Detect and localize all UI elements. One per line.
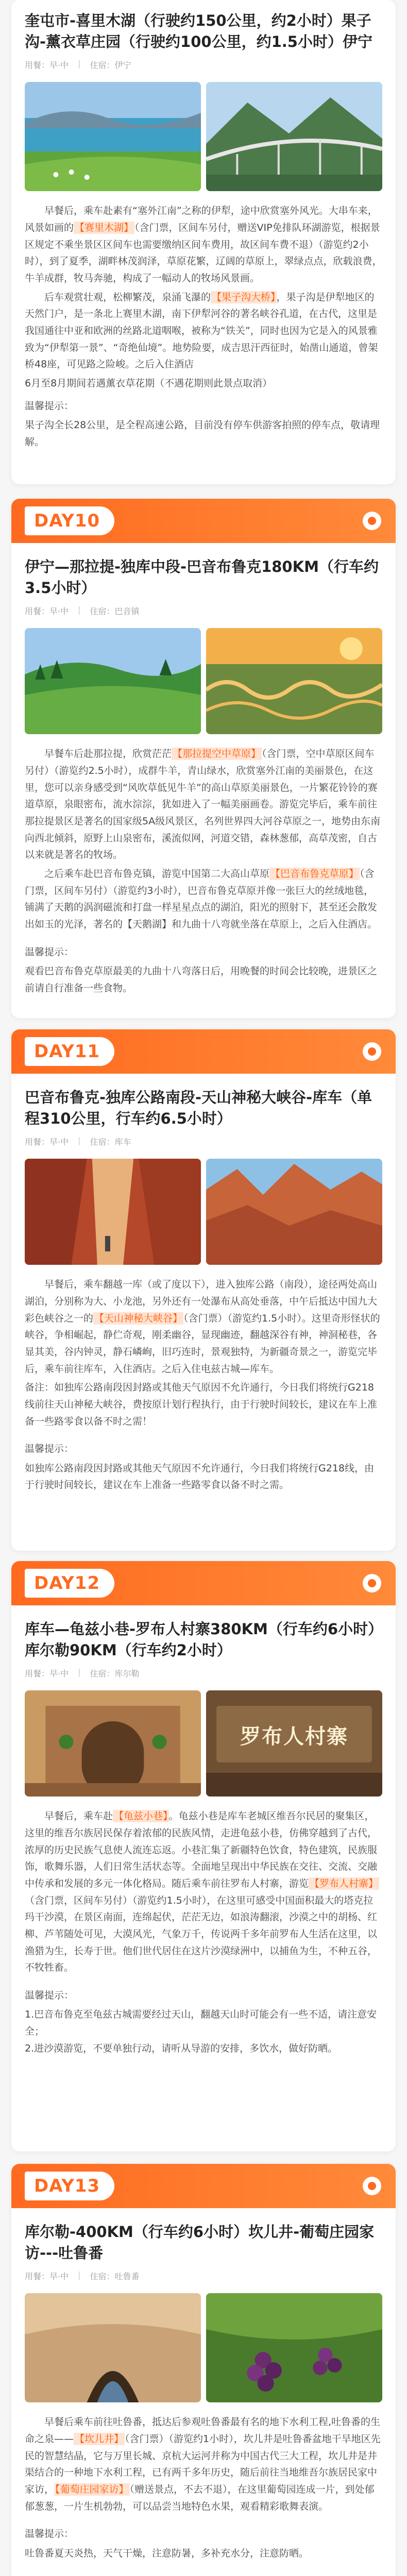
day11-header <box>11 1029 396 1074</box>
day10-photos <box>11 617 396 734</box>
day12-meta: 用餐：早·中 | 住宿：库尔勒 <box>25 1667 140 1679</box>
attraction-highlight: 【赛里木湖】 <box>75 222 134 234</box>
lake-photo <box>25 82 201 191</box>
day11-photos <box>11 1147 396 1265</box>
attraction-highlight: 【坎儿井】 <box>75 2433 124 2445</box>
village-sign-text: 罗布人村寨 <box>240 1724 348 1749</box>
day13-header <box>11 2164 396 2208</box>
attraction-highlight: 【天山神秘大峡谷】 <box>94 1312 183 1324</box>
hotel-label: 住宿：伊宁 <box>90 60 131 71</box>
day9-tips: 果子沟全长28公里，是全程高速公路，目前没有停车供游客拍照的停车点，敬请理解。 <box>25 419 380 448</box>
day9-paragraph-1: 早餐后，乘车赴素有“塞外江南”之称的伊犁，途中欣赏塞外风光。大串车来，风景如画的 【赛里木湖】 （含门票，区间车另付，赠送VIP免排队环湖游览，根据景区规定不乘坐景区区间车也需要缴纳区间车费用，故区间车费不退）（游览约2小时），到了夏季，湖畔林茂润泽，草原花繁，辽阔的草原上，翠绿点点，欣载浪费，牛羊成群，牧马奔驰，构成了一幅动人的牧场风景画。 <box>25 205 382 284</box>
day10-paragraph-2: 之后乘车赴巴音布鲁克镇，游览中国第二大高山草原 【巴音布鲁克草原】 （含门票，区间车另付）（游览约3小时），巴音布鲁克草原并像一张巨大的丝绒地毯，铺满了天鹅的涡润磁流和打盘一样星星点点的湖泊，阳光的照射下，甚至还会散发出如玉的光泽，著名的【天鹅湖】和九曲十八弯就坐落在草原上，之后入住酒店。 <box>25 868 378 930</box>
village-sign-photo <box>206 1690 382 1797</box>
day13-tips: 吐鲁番夏天炎热，天气干燥，注意防暑，多补充水分，注意防晒。 <box>25 2547 309 2559</box>
day9-meta: 用餐：早·中 | 住宿：伊宁 <box>25 59 131 71</box>
day10-tips-title: 温馨提示： <box>25 946 74 958</box>
karez-photo <box>25 2293 201 2402</box>
hotel-label: 住宿：库尔勒 <box>90 1669 140 1679</box>
day10-card <box>11 499 396 1018</box>
day11-tips: 如独库公路南段因封路或其他天气原因不允许通行，今日我们将统行G218线，由于行驶时间较长，建议在车上准备一些路零食以备不时之需。 <box>25 1462 374 1491</box>
day10-tips: 观看巴音布鲁克草原最美的九曲十八弯落日后，用晚餐的时间会比较晚，进景区之前请自行准备一些食物。 <box>25 965 378 994</box>
attraction-highlight: 【罗布人村寨】 <box>310 1878 379 1890</box>
day13-card <box>11 2164 396 2576</box>
meals-label: 用餐：早·中 <box>25 1669 69 1679</box>
day11-note: 备注：如独库公路南段因封路或其他天气原因不允许通行，今日我们将统行G218线前往天山神秘大峡谷，费按原计划行程执行，由于行驶时间较长，建议在车上准备一些路零食以备不时之需！ <box>25 1382 378 1427</box>
attraction-highlight: 【龟兹小巷】 <box>114 1810 168 1822</box>
day12-tips: 1.巴音布鲁克至龟兹古城需要经过天山，翻越天山时可能会有一些不适，请注意安全； 2.进沙漠游览，不要单独行动，请听从导游的安排，多饮水，做好防晒。 <box>25 2009 377 2054</box>
dot-icon <box>363 512 381 530</box>
day12-route: 库车—龟兹小巷-罗布人村寨380KM（行车约6小时）库尔勒90KM（行车约2小时） <box>25 1620 376 1659</box>
hotel-label: 住宿：巴音镇 <box>90 606 140 617</box>
meals-label: 用餐：早·中 <box>25 60 69 71</box>
day13-tips-title: 温馨提示： <box>25 2528 74 2540</box>
day9-photos <box>11 71 396 191</box>
bridge-photo <box>206 82 382 191</box>
day11-meta: 用餐：早·中 | 住宿：库车 <box>25 1136 131 1147</box>
day11-route: 巴音布鲁克-独库公路南段-天山神秘大峡谷-库车（单程310公里，行车约6.5小时） <box>25 1089 372 1128</box>
day12-header <box>11 1561 396 1605</box>
day-label: DAY11 <box>25 1037 114 1066</box>
day9-note: 6月至8月期间若遇薰衣草花期（不遇花期则此景点取消） <box>25 378 273 389</box>
day9-card <box>11 0 396 484</box>
day12-card <box>11 1561 396 2151</box>
day12-tips-title: 温馨提示： <box>25 1990 74 2002</box>
day11-paragraph-1: 早餐后，乘车翻越一库（或了度以下），进入独库公路（南段），途径两处高山湖泊，分别称为大、小龙池，另外还有一处瀑布从高处垂落，中午后抵达中国九大彩色峡谷之一的 【天山神秘大峡谷】 （含门票）（游览约1.5小时）。这里奇形怪状的峡谷，争相崛起，静伫奇观，刚柔幽谷，显现幽迹，翻越深谷有神，神洞秘巷，各显其美，谷内钟灵，静石嶙峋，旧巧连时，景观独特，为新疆奇景之一，游览完毕后，乘车前往库车，入住酒店。之后入住电兹古城—库车。 <box>25 1279 380 1375</box>
day10-route: 伊宁—那拉提-独库中段-巴音布鲁克180KM（行车约3.5小时） <box>25 558 379 597</box>
day9-route: 奎屯市-喜里木湖（行驶约150公里，约2小时）果子沟-薰衣草庄园（行驶约100公里，约1.5小时）伊宁 <box>25 12 372 51</box>
dot-icon <box>363 1042 381 1061</box>
day13-route: 库尔勒-400KM（行车约6小时）坎儿井-葡萄庄园家访---吐鲁番 <box>25 2223 375 2262</box>
hotel-label: 住宿：吐鲁番 <box>90 2272 140 2282</box>
meals-label: 用餐：早·中 <box>25 606 69 617</box>
attraction-highlight: 【果子沟大桥】 <box>212 291 276 303</box>
day10-header <box>11 499 396 543</box>
hotel-label: 住宿：库车 <box>90 1137 131 1147</box>
meals-label: 用餐：早·中 <box>25 2272 69 2282</box>
attraction-highlight: 【巴音布鲁克草原】 <box>270 868 359 880</box>
canyon-photo-1 <box>25 1159 201 1265</box>
day10-paragraph-1: 早餐车后赴那拉提，欣赏茫茫 【那拉提空中草原】 （含门票，空中草原区间车另付）（游览约2.5小时），成群牛羊，青山绿水，欣赏塞外江南的美丽景色，在这里，您可以亲身感受到“风吹草低见牛羊”的高山草原美丽景色，一片繁花铃铃的赛道草原，泉眼密布，流水淙淙，犹如进入了一幅美丽画卷。游览完毕后，乘车前往那拉提景区是著名的国家级5A级风景区，名列世界四大河谷草原之一，地势由东南向西北倾斜，原野上山泉密布，溪流似网，河道交错，森林葱郁，高草茂密，自古以来就是著名的牧场。 <box>25 748 381 861</box>
river-bends-photo <box>206 628 382 734</box>
day12-photos <box>11 1679 396 1797</box>
attraction-highlight: 【那拉提空中草原】 <box>173 748 261 760</box>
attraction-highlight: 【葡萄庄园家访】 <box>55 2484 129 2496</box>
day13-meta: 用餐：早·中 | 住宿：吐鲁番 <box>25 2270 140 2282</box>
day-label: DAY10 <box>25 506 114 535</box>
day11-card <box>11 1029 396 1551</box>
canyon-photo-2 <box>206 1159 382 1265</box>
day-label: DAY12 <box>25 1569 114 1598</box>
day9-tips-title: 温馨提示： <box>25 400 74 412</box>
alley-photo <box>25 1690 201 1797</box>
dot-icon <box>363 1574 381 1592</box>
grassland-photo <box>25 628 201 734</box>
meals-label: 用餐：早·中 <box>25 1137 69 1147</box>
day10-meta: 用餐：早·中 | 住宿：巴音镇 <box>25 605 140 617</box>
day13-paragraph-1: 早餐后乘车前往吐鲁番，抵达后参观吐鲁番最有名的地下水利工程,吐鲁番的生命之泉—— 【坎儿井】 （含门票）（游览约1小时），坎儿井是吐鲁番盆地干旱地区先民的智慧结晶，它与万里长城、京杭大运河并称为中国古代三大工程，坎儿井是井渠结合的一种地下水利工程，已有两千多年历史，随后前往当地维吾尔族居民家中家访， 【葡萄庄园家访】 （赠送景点，不去不退），在这里葡萄园连成一片，到处郁郁葱葱，一片生机勃勃，可以品尝当地特色水果，观看精彩歌舞表演。 <box>25 2416 381 2512</box>
day13-photos <box>11 2282 396 2402</box>
day-label: DAY13 <box>25 2172 114 2200</box>
day11-tips-title: 温馨提示： <box>25 1443 74 1455</box>
day12-paragraph-1: 早餐后，乘车赴 【龟兹小巷】 。龟兹小巷是库车老城区维吾尔民居的聚集区，这里的维吾尔族居民保存着浓郁的民族风情，走进龟兹小巷，仿佛穿越到了古代，浓厚的历史民族气息使人流连忘返。小巷汇集了新疆特色饮食，特色建筑，民族服饰，歌舞乐器，人们日常生活状态等。全面地呈现出中华民族在交往、交流、交融中传承和发展的多元一体化格局。随后乘车前往罗布人村寨，游览 【罗布人村寨】（含门票，区间车另付）（游览约1.5小时），在这里可感受中国面积最大的塔克拉玛干沙漠，在景区南面，连绵起伏，茫茫无边，如浪涛翻滚，沙漠之中的胡杨、红柳、芦苇随处可见，大漠风光，气象万千，传说两千多年前罗布人生活在这里，以渔猎为生，长寿于世。他们世代居住在这片沙漠绿洲中，以捕鱼为生，不种五谷，不牧牲畜。 <box>25 1810 379 1974</box>
dot-icon <box>363 2177 381 2195</box>
vineyard-photo <box>206 2293 382 2402</box>
day9-paragraph-2: 后车观赏壮观，松柳繁茂，泉涌飞瀑的 【果子沟大桥】 ，果子沟是伊犁地区的天然门户，是一条北上赛里木湖，南下伊犁河谷的著名峡谷孔道，在古代，这里是我国通往中亚和欧洲的丝路北道咽喉，被称为“铁关”，同时也因为它是入的风景雅致为“伊犁第一景”、“奇绝仙境”。地势险要，成吉思汗西征时，始凿山通道，曾架桥48座，可见路之险峻。之后入住酒店 <box>25 291 378 370</box>
